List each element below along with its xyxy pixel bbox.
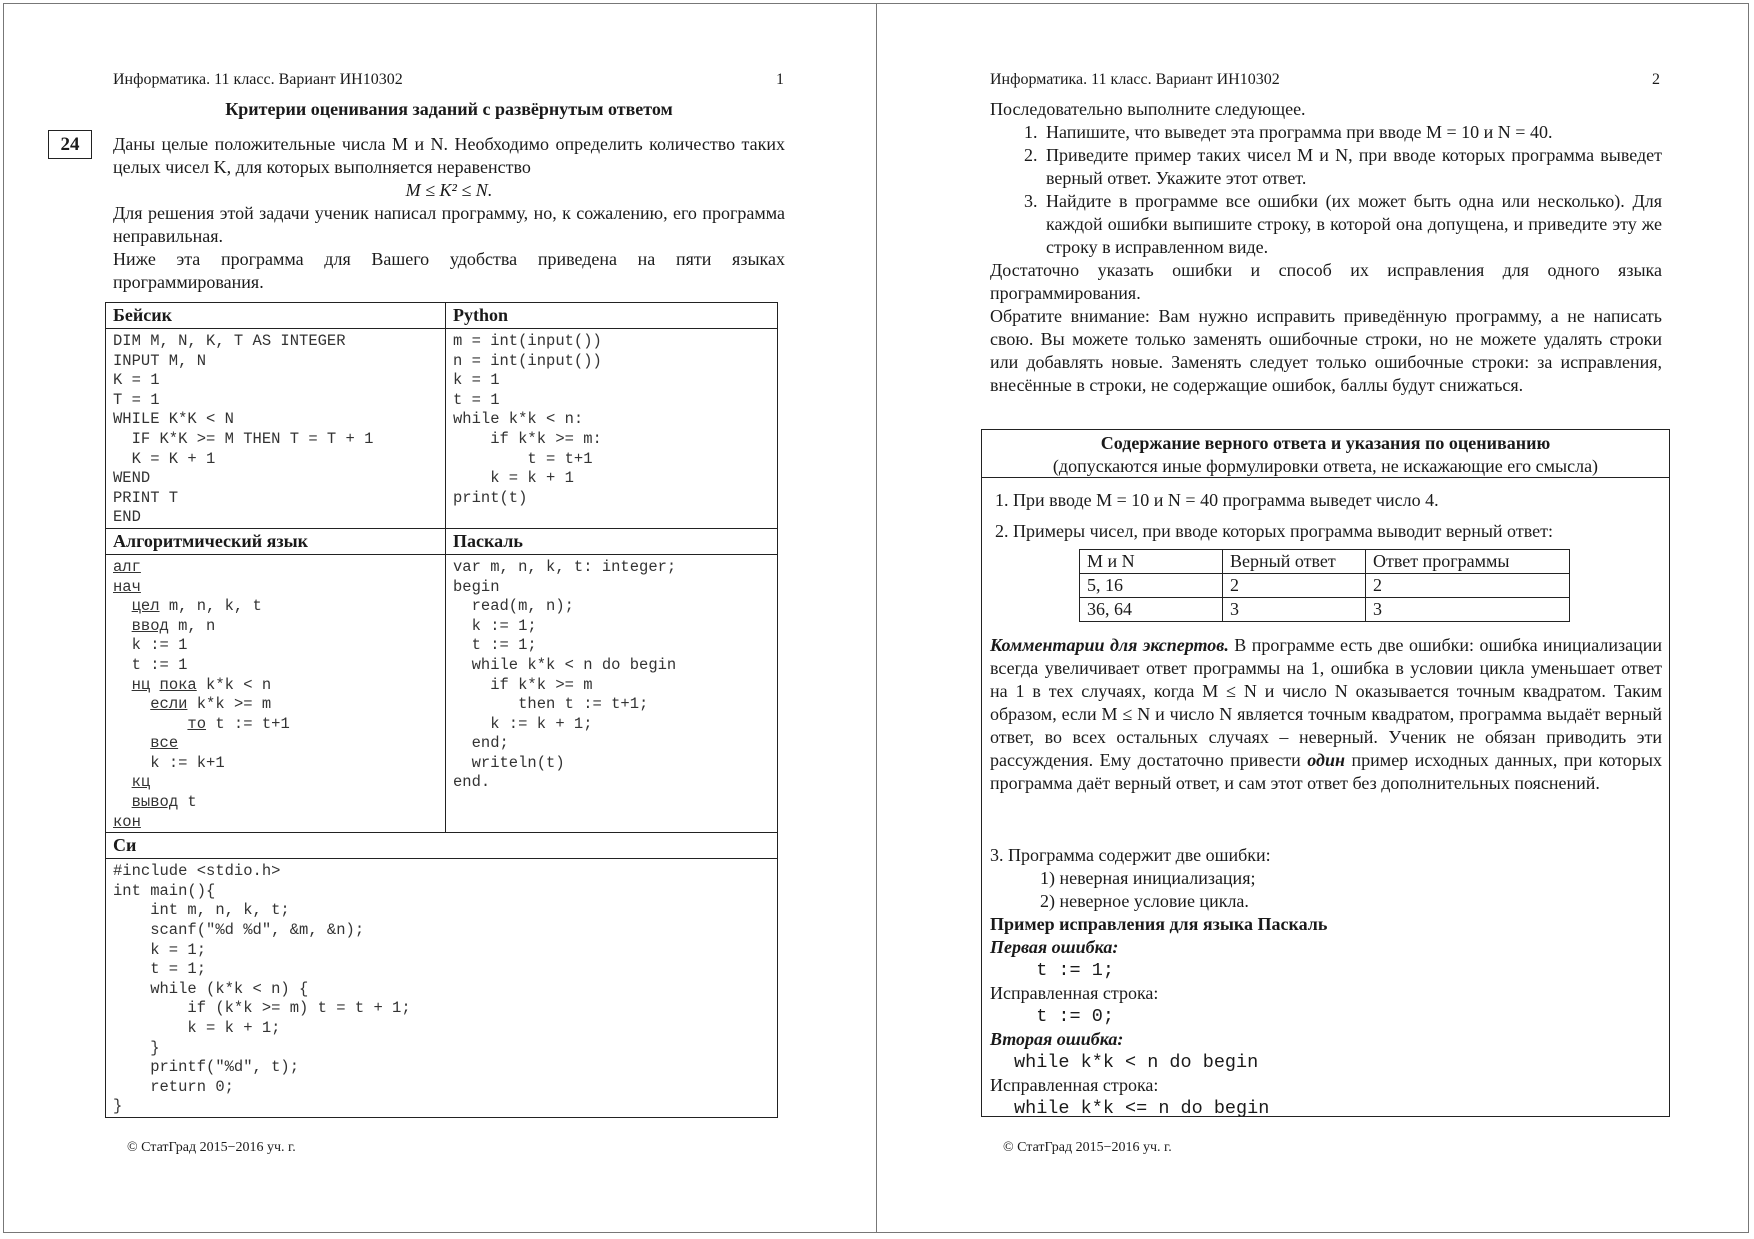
first-error-code: t := 1;	[1014, 960, 1114, 981]
page1-header: Информатика. 11 класс. Вариант ИН10302	[113, 71, 403, 88]
answer-box-head	[981, 432, 1670, 478]
python-code: m = int(input()) n = int(input()) k = 1 t = 1 while k*k < n: if k*k >= m: t = t+1 k = k + 1 print(t)	[453, 332, 602, 507]
page2-header: Информатика. 11 класс. Вариант ИН10302	[990, 71, 1280, 88]
results-cell: 2	[1223, 574, 1366, 598]
intro-paragraph-3: Ниже эта программа для Вашего удобства приведена на пяти языках программирования.	[113, 249, 785, 292]
results-cell: 3	[1223, 598, 1366, 622]
results-header-mn: M и N	[1080, 550, 1223, 574]
comment-emphasis: один	[1307, 750, 1345, 770]
task-item-2: 2. Приведите пример таких чисел M и N, при вводе которых программа выведет верный ответ. Укажите этот ответ.	[1042, 144, 1662, 190]
results-header-program: Ответ программы	[1366, 550, 1570, 574]
algo-line-k-inc: k := k+1	[150, 753, 225, 772]
first-error-label: Первая ошибка:	[990, 937, 1119, 957]
pascal-code: var m, n, k, t: integer; begin read(m, n); k := 1; t := 1; while k*k < n do begin if k*k >= m then t := t+1; k := k + 1; end; writeln(t) end.	[453, 557, 677, 792]
results-cell: 2	[1366, 574, 1570, 598]
pascal-header: Паскаль	[446, 528, 778, 554]
results-header-correct: Верный ответ	[1223, 550, 1366, 574]
page2-number: 2	[1652, 71, 1660, 88]
task-item-1: 1. Напишите, что выведет эта программа при вводе M = 10 и N = 40.	[1042, 121, 1662, 144]
second-error-code: while k*k < n do begin	[1014, 1052, 1259, 1073]
errors-section	[990, 844, 1662, 1120]
error-item-2: 2) неверное условие цикла.	[1040, 891, 1249, 911]
algo-line-loop: k*k < n	[196, 675, 272, 694]
answer-subtitle: (допускаются иные формулировки ответа, не искажающие его смысла)	[1052, 456, 1599, 476]
python-header: Python	[446, 303, 778, 329]
page1-footer: © СтатГрад 2015−2016 уч. г.	[127, 1140, 296, 1155]
task-number: 24	[48, 130, 92, 159]
second-fix-code: while k*k <= n do begin	[1014, 1098, 1270, 1119]
intro-paragraph-1: Даны целые положительные числа M и N. Необходимо определить количество таких целых чисел K, для которых выполняется неравенство	[113, 134, 785, 177]
inequality: M ≤ K² ≤ N.	[405, 180, 493, 200]
error-item-1: 1) неверная инициализация;	[1040, 868, 1256, 888]
algo-kw-kon: кон	[113, 812, 141, 831]
algo-header: Алгоритмический язык	[106, 528, 446, 554]
task-list	[990, 121, 1662, 259]
algo-kw-vvod: ввод	[131, 616, 169, 635]
answer-item-1: 1. При вводе M = 10 и N = 40 программа выведет число 4.	[995, 490, 1439, 510]
algo-kw-poka: пока	[159, 675, 197, 694]
algo-kw-alg: алг	[113, 557, 141, 576]
instructions-paragraph-1: Достаточно указать ошибки и способ их исправления для одного языка программирования.	[990, 260, 1662, 303]
first-fix-code: t := 0;	[1014, 1006, 1114, 1027]
second-error-label: Вторая ошибка:	[990, 1029, 1124, 1049]
page-divider	[876, 3, 877, 1233]
algo-line-vvod: m, n	[168, 616, 216, 635]
algo-line-vars: m, n, k, t	[159, 597, 262, 616]
answer-item-3: 3. Программа содержит две ошибки:	[990, 845, 1271, 865]
c-header: Си	[106, 833, 778, 859]
algo-line-cond: k*k >= m	[187, 695, 272, 714]
algo-line-out: t	[178, 793, 197, 812]
code-table	[105, 302, 778, 1118]
algo-kw-vse: все	[150, 734, 179, 753]
comment-text-2: пример исходных данных, при которых программа даёт верный ответ, и сам этот ответ без дополнительных пояснений.	[990, 750, 1662, 793]
results-cell: 5, 16	[1080, 574, 1223, 598]
page2-instructions	[990, 98, 1662, 397]
answer-title: Содержание верного ответа и указания по оцениванию	[1100, 433, 1551, 453]
page1-title: Критерии оценивания заданий с развёрнутым ответом	[225, 99, 673, 119]
comment-label: Комментарии для экспертов.	[990, 635, 1229, 655]
algo-kw-kc: кц	[131, 773, 151, 792]
task-item-3: 3. Найдите в программе все ошибки (их может быть одна или несколько). Для каждой ошибки выпишите строку, в которой она допущена, и приведите эту же строку в исправленном виде.	[1042, 190, 1662, 259]
page1-number: 1	[776, 71, 784, 88]
task-intro	[113, 133, 785, 294]
algo-line-to: t := t+1	[206, 714, 290, 733]
algo-line-k: k := 1	[131, 636, 188, 655]
expert-comment	[990, 634, 1662, 795]
page2-footer: © СтатГрад 2015−2016 уч. г.	[1003, 1140, 1172, 1155]
algo-kw-esli: если	[150, 695, 188, 714]
fixed-line-label-1: Исправленная строка:	[990, 983, 1159, 1003]
fixed-line-label-2: Исправленная строка:	[990, 1075, 1159, 1095]
algo-kw-to: то	[187, 714, 207, 733]
algo-kw-vyvod: вывод	[131, 793, 179, 812]
c-code: #include <stdio.h> int main(){ int m, n, k, t; scanf("%d %d", &m, &n); k = 1; t = 1; while (k*k < n) { if (k*k >= m) t = t + 1; k = k + 1; } printf("%d", t); return 0; }	[113, 862, 411, 1116]
comment-text-1: В программе есть две ошибки: ошибка инициализации всегда увеличивает ответ программы на 1, ошибка в условии цикла уменьшает ответ на 1 в тех случаях, когда M ≤ N и число N оказывается точным квадратом. Таким образом, если M ≤ N и число N является точным квадратом, программа выдаёт верный ответ, во всех остальных случаях – неверный. Ученик не обязан приводить эти рассуждения. Ему достаточно привести	[990, 635, 1662, 770]
answer-item-2: 2. Примеры чисел, при вводе которых программа выводит верный ответ:	[995, 521, 1553, 541]
algo-line-t: t := 1	[131, 655, 188, 674]
results-table	[1079, 549, 1570, 622]
algo-kw-nc: нц	[131, 675, 151, 694]
basic-code: DIM M, N, K, T AS INTEGER INPUT M, N K = 1 T = 1 WHILE K*K < N IF K*K >= M THEN T = T + 1 K = K + 1 WEND PRINT T END	[113, 332, 374, 527]
instructions-paragraph-2: Обратите внимание: Вам нужно исправить приведённую программу, а не написать свою. Вы можете только заменять ошибочные строки, но не можете удалять строки или добавлять новые. Заменять следует только ошибочные строки: за исправления, внесённые в строки, не содержащие ошибок, баллы будут снижаться.	[990, 306, 1662, 395]
results-cell: 3	[1366, 598, 1570, 622]
tasks-lead: Последовательно выполните следующее.	[990, 99, 1306, 119]
basic-header: Бейсик	[106, 303, 446, 329]
algo-kw-cel: цел	[131, 597, 160, 616]
intro-paragraph-2: Для решения этой задачи ученик написал программу, но, к сожалению, его программа неправильная.	[113, 203, 785, 246]
algo-kw-nach: нач	[113, 577, 141, 596]
pascal-fix-title: Пример исправления для языка Паскаль	[990, 914, 1328, 934]
algo-code	[113, 555, 445, 832]
results-cell: 36, 64	[1080, 598, 1223, 622]
